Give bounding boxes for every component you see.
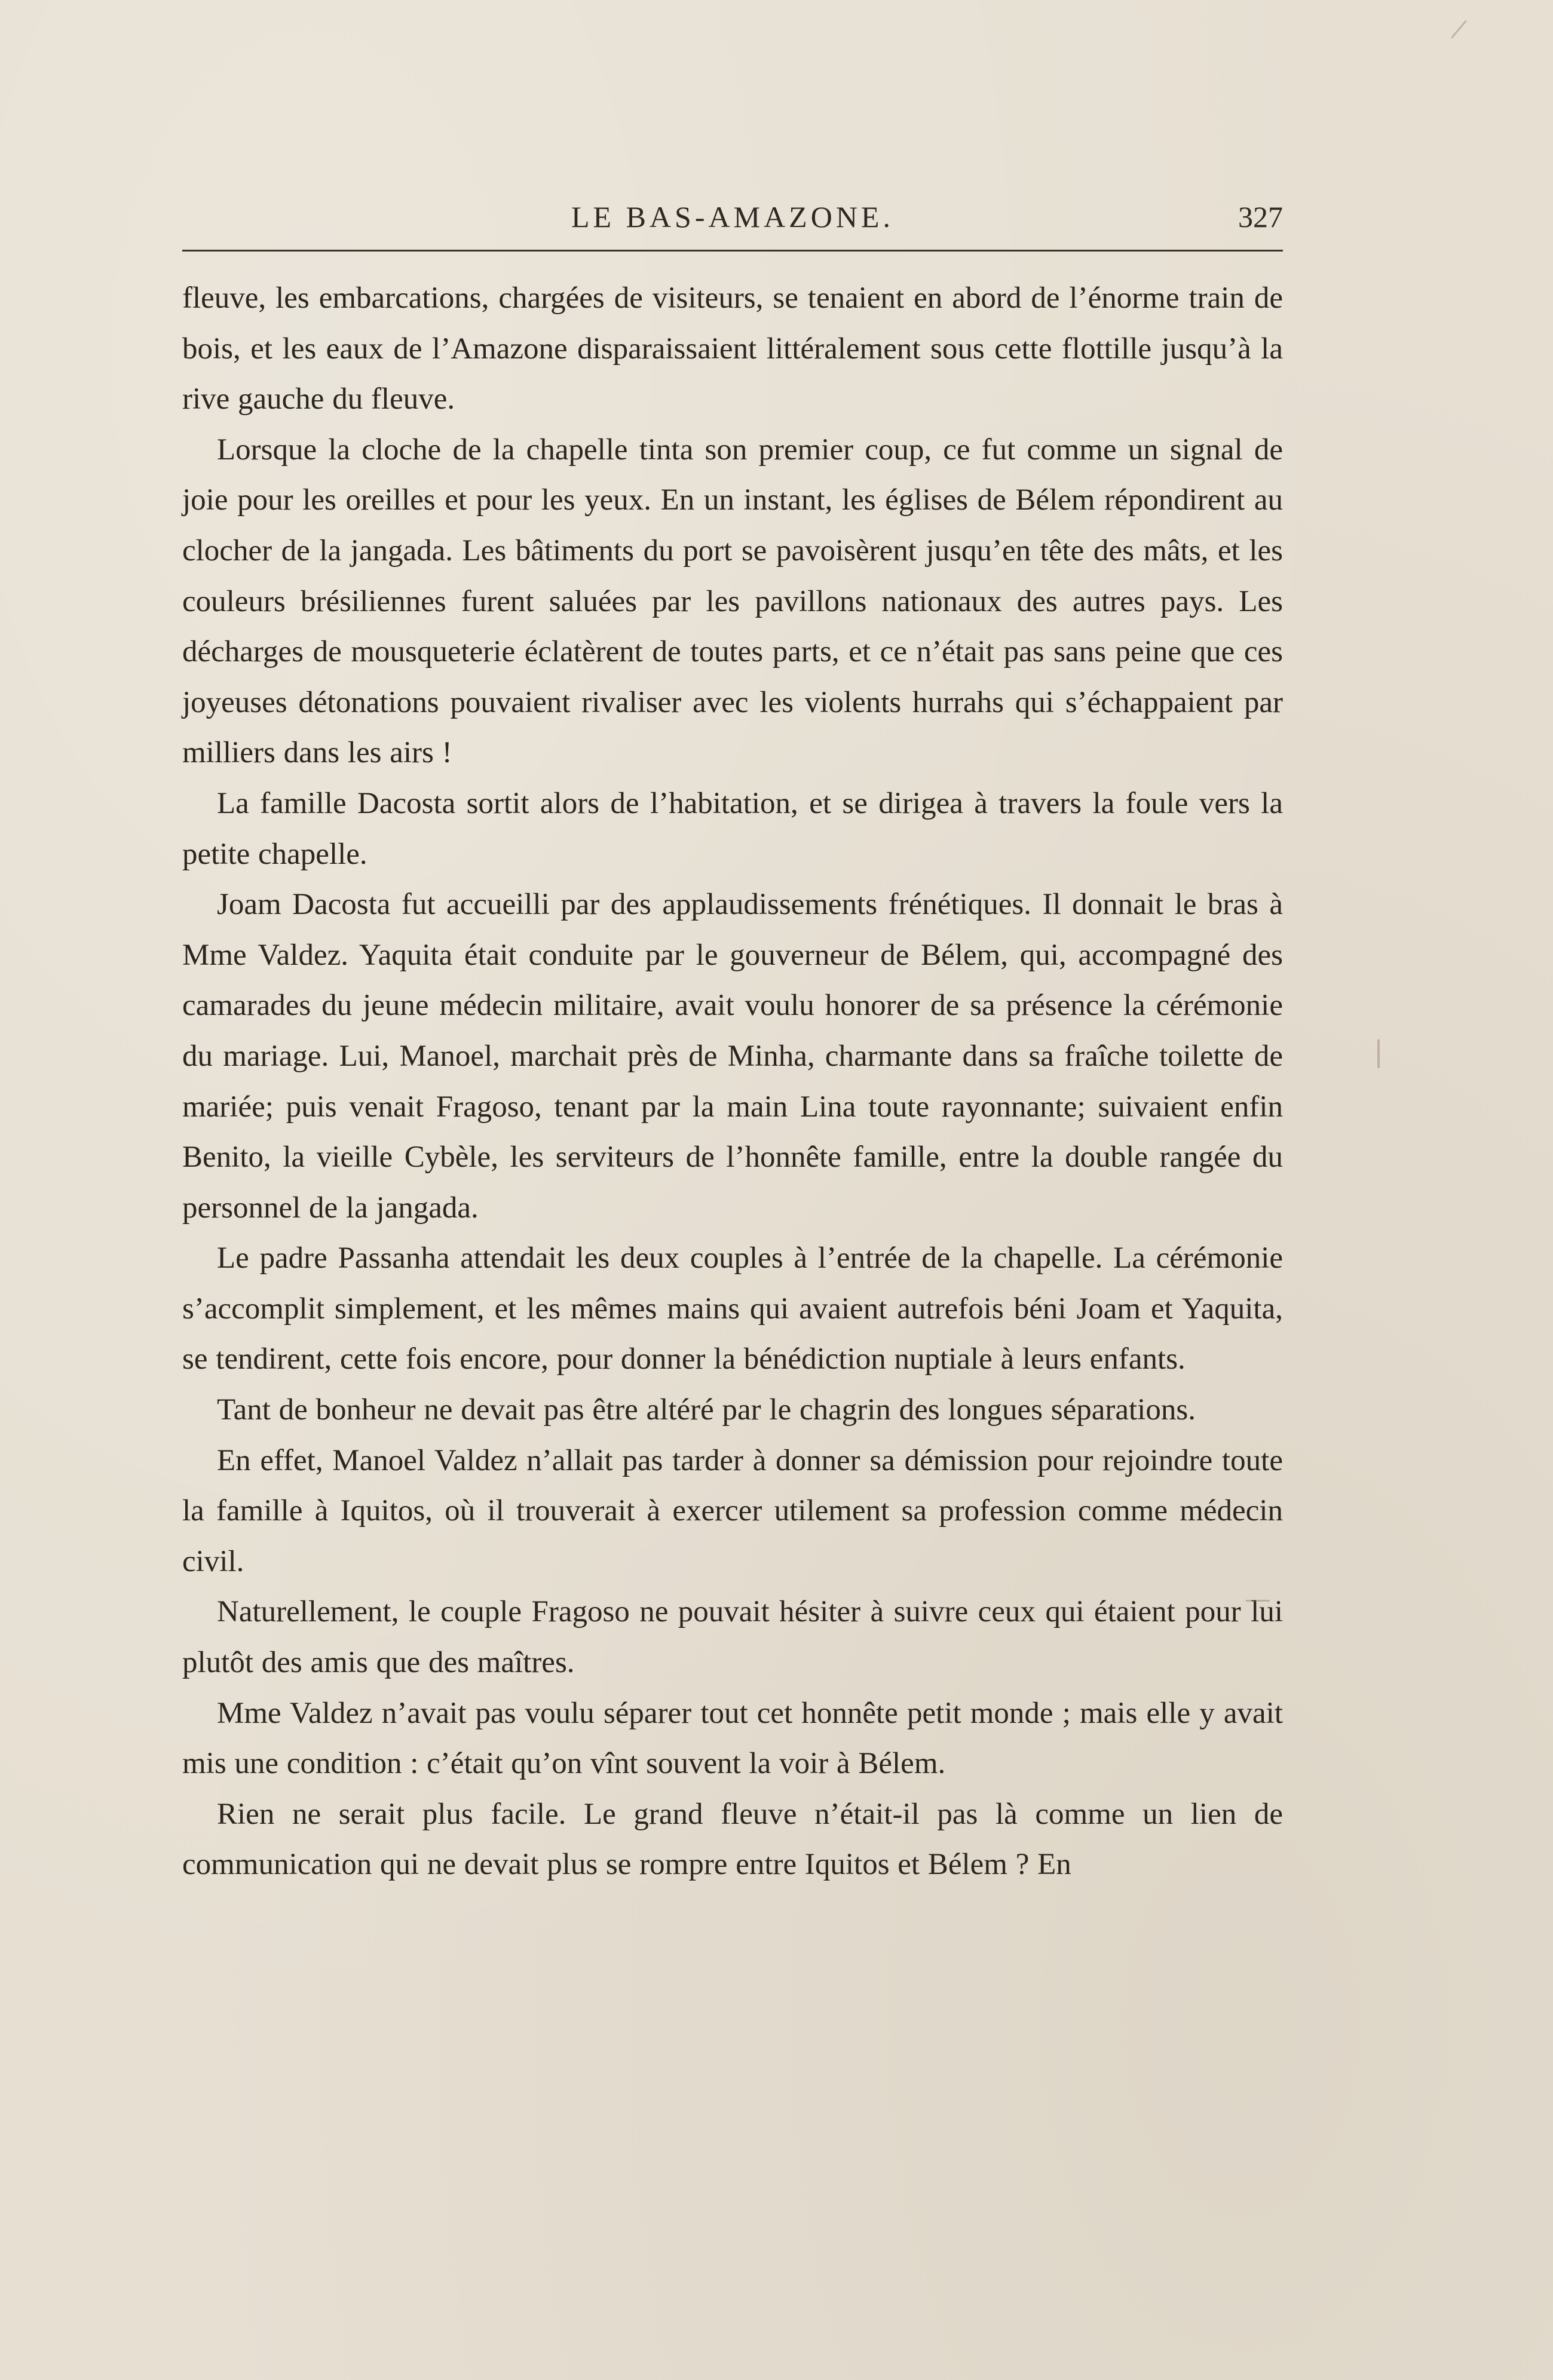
- paragraph: En effet, Manoel Valdez n’allait pas tarder à donner sa démission pour rejoindre toute la famille à Iquitos, où il trouverait à exercer utilement sa profession comme médecin civil.: [182, 1443, 1283, 1578]
- header-rule: [182, 250, 1283, 252]
- running-title: LE BAS-AMAZONE.: [571, 200, 894, 234]
- paper-mark: [1246, 1600, 1270, 1602]
- paper-mark: [1377, 1039, 1380, 1068]
- paragraph: Joam Dacosta fut accueilli par des applaudissements frénétiques. Il donnait le bras à Mme Valdez. Yaquita était conduite par le gouverneur de Bélem, qui, accompagné des camarades du jeune médecin militaire, avait voulu honorer de sa présence la cérémonie du mariage. Lui, Manoel, marchait près de Minha, charmante dans sa fraîche toilette de mariée; puis venait Fragoso, tenant par la main Lina toute rayonnante; suivaient enfin Benito, la vieille Cybèle, les serviteurs de l’honnête famille, entre la double rangée du personnel de la jangada.: [182, 888, 1283, 1225]
- paragraph: fleuve, les embarcations, chargées de visiteurs, se tenaient en abord de l’énorme train de bois, et les eaux de l’Amazone disparaissaient littéralement sous cette flottille jusqu’à la rive gauche du fleuve.: [182, 281, 1283, 416]
- paragraph: Tant de bonheur ne devait pas être altéré par le chagrin des longues séparations.: [217, 1393, 1196, 1427]
- paragraph: La famille Dacosta sortit alors de l’habitation, et se dirigea à travers la foule vers la petite chapelle.: [182, 786, 1283, 871]
- paper-mark: [1451, 20, 1467, 38]
- paragraph: Rien ne serait plus facile. Le grand fleuve n’était-il pas là comme un lien de communication qui ne devait plus se rompre entre Iquitos et Bélem ? En: [182, 1797, 1283, 1882]
- page-number: 327: [1238, 200, 1283, 234]
- page-header: [182, 190, 1283, 244]
- paragraph: Mme Valdez n’avait pas voulu séparer tout cet honnête petit monde ; mais elle y avait mis une condition : c’était qu’on vînt souvent la voir à Bélem.: [182, 1696, 1283, 1781]
- paragraph: Le padre Passanha attendait les deux couples à l’entrée de la chapelle. La cérémonie s’accomplit simplement, et les mêmes mains qui avaient autrefois béni Joam et Yaquita, se tendirent, cette fois encore, pour donner la bénédiction nuptiale à leurs enfants.: [182, 1241, 1283, 1376]
- body-text: [182, 273, 1283, 1890]
- paragraph: Lorsque la cloche de la chapelle tinta son premier coup, ce fut comme un signal de joie pour les oreilles et pour les yeux. En un instant, les églises de Bélem répondirent au clocher de la jangada. Les bâtiments du port se pavoisèrent jusqu’en tête des mâts, et les couleurs brésiliennes furent saluées par les pavillons nationaux des autres pays. Les décharges de mousqueterie éclatèrent de toutes parts, et ce n’était pas sans peine que ces joyeuses détonations pouvaient rivaliser avec les violents hurrahs qui s’échappaient par milliers dans les airs !: [182, 433, 1283, 770]
- paragraph: Naturellement, le couple Fragoso ne pouvait hésiter à suivre ceux qui étaient pour lui plutôt des amis que des maîtres.: [182, 1595, 1283, 1680]
